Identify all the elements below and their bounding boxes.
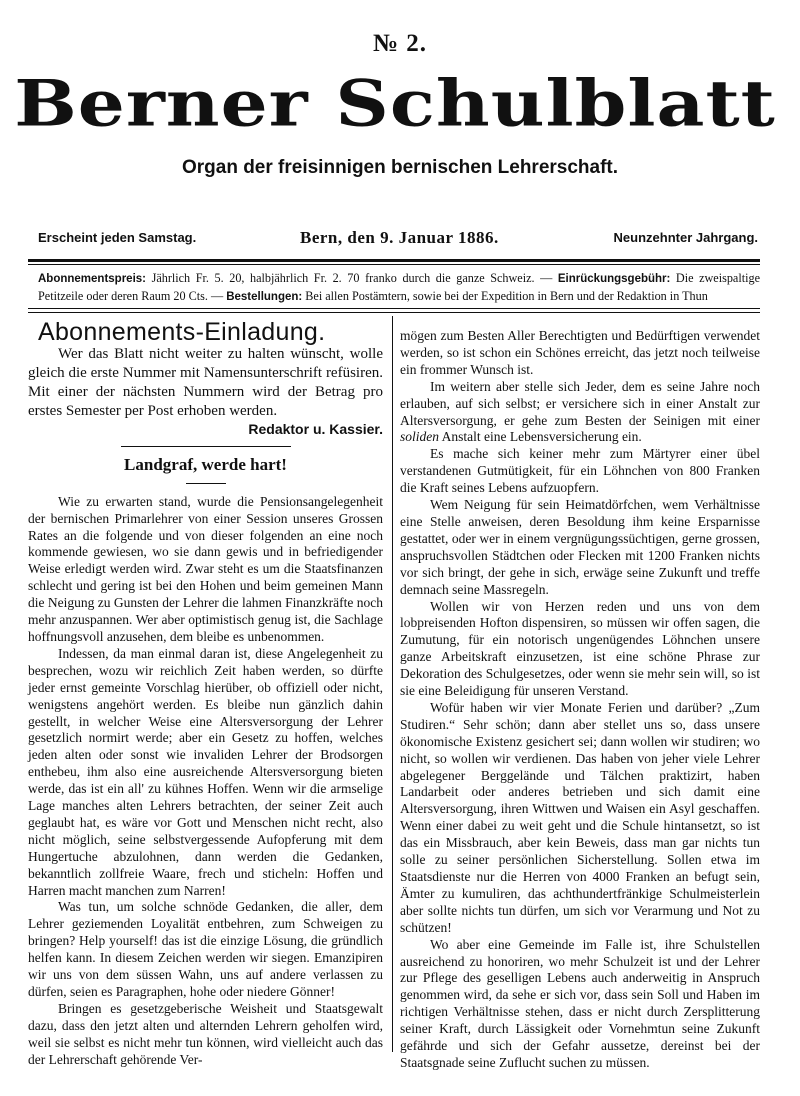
article-paragraph: Wie zu erwarten stand, wurde die Pensionsangelegenheit der bernischen Primarlehrer von einer Session unseres Grossen Rates an die folgende und von dieser folgenden an eine noch kommende gewiesen, wo sie dann gewis und in befriedigender Weise erledigt werden wird. Zwar steht es um die Staatsfinanzen schlecht und gering ist bei den Hohen und beim gemeinen Mann die Neigung zu Gunsten der Lehrer die lahmen Finanzkräfte noch mehr anzuspannen. Wer aber optimistisch genug ist, die Sachlage hoffnungsvoll anzusehen, dem bleibe es unbenommen.: [28, 493, 383, 644]
subscription-price-text: Jährlich Fr. 5. 20, halbjährlich Fr. 2. 70 franko durch die ganze Schweiz. —: [146, 271, 558, 285]
article-paragraph: Wofür haben wir vier Monate Ferien und darüber? „Zum Studiren.“ Sehr schön; dann aber stellet uns so, dass unsere ökonomische Existenz gesichert sei; dann wollen wir studiren; wo nicht, so wollen wir verdienen. Das haben von jeher viele Lehrer abgelegener Berggelände und Tälchen praktizirt, haben Landarbeit oder anderes betrieben und sich damit eine Altersversorgung, ihren Wittwen und Waisen ein Asyl geschaffen. Wenn einer dabei zu weit geht und die Schule hintansetzt, so ist das ein Missbrauch, aber kein Beweis, dass man gar nichts tun solle zu seiner persönlichen Sicherstellung. Sollen etwa im Staatsdienste nur die Herren von 4000 Franken an befugt sein, Ämter zu kumuliren, das achthundertfränkige Schulmeisterlein aber sollte nichts tun dürfen, um sich vor Verarmung und Not zu schützen!: [400, 699, 760, 935]
orders-text: Bei allen Postämtern, sowie bei der Expedition in Bern und der Redaktion in Thun: [302, 289, 708, 303]
publication-frequency: Erscheint jeden Samstag.: [38, 230, 197, 245]
section-divider: [121, 446, 291, 447]
subscription-bottom-rule: [28, 308, 760, 309]
subscription-price-label: Abonnementspreis:: [38, 273, 146, 285]
publication-date: Bern, den 9. Januar 1886.: [300, 228, 499, 247]
invitation-title: Abonnements-Einladung.: [38, 318, 326, 346]
subscription-bottom-rule-2: [28, 312, 760, 313]
emphasized-word: soliden: [400, 429, 439, 445]
insertion-fee-text: Die zweispaltige Petitzeile oder deren Raum 20 Cts. —: [38, 271, 760, 303]
article-paragraph: Wollen wir von Herzen reden und uns von dem lobpreisenden Hofton dispensiren, so müssen wir offen sagen, die Zumutung, für ein notorisch ungenügendes Löhnchen unsere ganze Arbeitskraft einzusetzen, ist eine schöne Phrase zur Dekoration des Schulgesetzes, oder wenn sie mehr sein will, so ist sie eine Beleidigung für unseren Verstand.: [400, 598, 760, 699]
article-paragraph: Es mache sich keiner mehr zum Märtyrer einer übel verstandenen Gutmütigkeit, für ein Löhnchen von 800 Franken die Kraft seines Lebens aufzuopfern.: [400, 446, 760, 496]
left-column: [28, 318, 383, 1069]
top-rule: [28, 259, 760, 262]
article-paragraph: Bringen es gesetzgeberische Weisheit und Staatsgewalt dazu, dass den jetzt alten und alternden Lehrern geholfen wird, weil sie selbst es nicht mehr tun können, wird vielleicht auch das der Lehrerschaft gehörende Ver-: [28, 1000, 383, 1067]
volume-year: Neunzehnter Jahrgang.: [613, 230, 758, 245]
article-title: Landgraf, werde hart!: [124, 454, 287, 474]
article-paragraph: Indessen, da man einmal daran ist, diese Angelegenheit zu besprechen, wozu wir reichlich Zeit haben werden, so dürfte jeder ernst gemeinte Vorschlag hierüber, ob offiziell oder nicht, wenigstens angehört werden. Es bleibe nun gänzlich dahin gestellt, in welcher Weise eine Altersversorgung der Lehrer gesetzlich normirt werde; aber ein Gesetz zu hoffen, welches jeden alten oder sonst wie invaliden Lehrer der Brodsorgen enthebeu, ihm also eine ausreichende Altersversorgung bieten werde, das ist ein all' zu kühnes Hoffen. Wenn wir die armselige Lage manches alten Lehrers betrachten, der seiner Zeit auch geglaubt hat, es wäre vor Gott und Menschen nicht recht, also nicht möglich, seine selbstvergessende Aufopferung mit dem Hungertuche abzulohnen, dann werden die Gedanken, bekanntlich zollfreie Waare, frech und sticheln: Hoffen und Harren macht manchen zum Narren!: [28, 645, 383, 898]
masthead-subtitle: Organ der freisinnigen bernischen Lehrerschaft.: [181, 157, 619, 178]
invitation-signature: Redaktor u. Kassier.: [248, 420, 383, 437]
column-divider: [392, 316, 393, 1052]
masthead-title: Berner Schulblatt: [14, 66, 776, 141]
issue-number: № 2.: [372, 30, 428, 57]
subscription-info: [38, 270, 760, 306]
right-column: [400, 328, 760, 1072]
orders-label: Bestellungen:: [226, 291, 303, 303]
paragraph-tail: Anstalt eine Lebensversicherung ein.: [439, 429, 642, 445]
article-paragraph: [400, 379, 760, 447]
article-paragraph: mögen zum Besten Aller Berechtigten und Bedürftigen verwendet werden, so ist schon ein Schönes erreicht, das jetzt noch teilweise ein frommer Wunsch ist.: [400, 328, 760, 377]
paragraph-text: Im weitern aber stelle sich Jeder, dem es seine Jahre noch erlauben, auf sich selbst; er versichere sich in einer Anstalt zur Altersversorgung, er gehe zum Besten der Seinigen mit einer: [400, 378, 760, 428]
top-rule-thin: [28, 264, 760, 265]
article-paragraph: Wo aber eine Gemeinde im Falle ist, ihre Schulstellen ausreichend zu honoriren, wo mehr Schulzeit ist und der Lehrer zur Pflege des geselligen Lebens auch anderweitig in Anspruch genommen wird, da sehe er sich vor, dass sein Soll und Haben im richtigen Verhältnisse stehen, dass er nicht durch Zersplitterung seiner Kraft, durch Lässigkeit oder Vornehmtun seine Zukunft gefährde und sich der Gefahr aussetze, dereinst bei der Staatsgnade seine Zuflucht suchen zu müssen.: [400, 936, 760, 1070]
article-paragraph: Was tun, um solche schnöde Gedanken, die aller, dem Lehrer geziemenden Loyalität entbehren, zum Schweigen zu bringen? Help yourself! das ist die einzige Lösung, die gründlich helfen kann. In diesem Zeichen werden wir siegen. Emanzipiren wir uns von dem süssen Wahn, uns auf andere verlassen zu dürfen, seien es Paragraphen, hohe oder niedere Gönner!: [28, 899, 383, 999]
invitation-text: Wer das Blatt nicht weiter zu halten wünscht, wolle gleich die erste Nummer mit Namensunterschrift refüsiren. Mit einer der nächsten Nummern wird der Betrag pro erstes Semester per Post erhoben werden.: [28, 345, 383, 419]
article-paragraph: Wem Neigung für sein Heimatdörfchen, wem Verhältnisse eine Stelle anweisen, deren Besoldung ihm keine Ersparnisse gestattet, oder wer in einem vergnügungssüchtigen, gerne grossen, anspruchsvollen Städtchen oder Flecken mit 1200 Franken nichts vor sich bringt, der gehe in sich, erwäge seine Zukunft und treffe demnach seine Massregeln.: [400, 497, 760, 597]
meta-row: [28, 228, 758, 250]
insertion-fee-label: Einrückungsgebühr:: [557, 273, 671, 285]
